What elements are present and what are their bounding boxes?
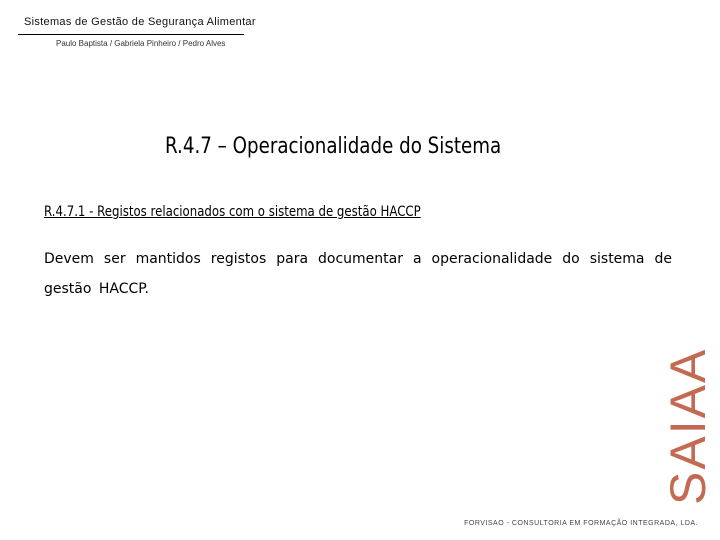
header-title: Sistemas de Gestão de Segurança Alimentar: [24, 16, 256, 28]
header-rule: [18, 34, 244, 35]
body-paragraph: Devem ser mantidos registos para documentar a operacionalidade do sistema de gestão HACCP.: [44, 251, 672, 297]
subsection-title: R.4.7.1 - Registos relacionados com o sistema de gestão HACCP: [44, 204, 421, 220]
section-title: R.4.7 – Operacionalidade do Sistema: [165, 134, 502, 159]
brand-logo: SAIAA: [660, 347, 716, 505]
header-authors: Paulo Baptista / Gabriela Pinheiro / Pedro Alves: [56, 39, 226, 48]
footer-company: FORVISAO - CONSULTORIA EM FORMAÇÃO INTEGRADA, LDA.: [464, 520, 698, 527]
